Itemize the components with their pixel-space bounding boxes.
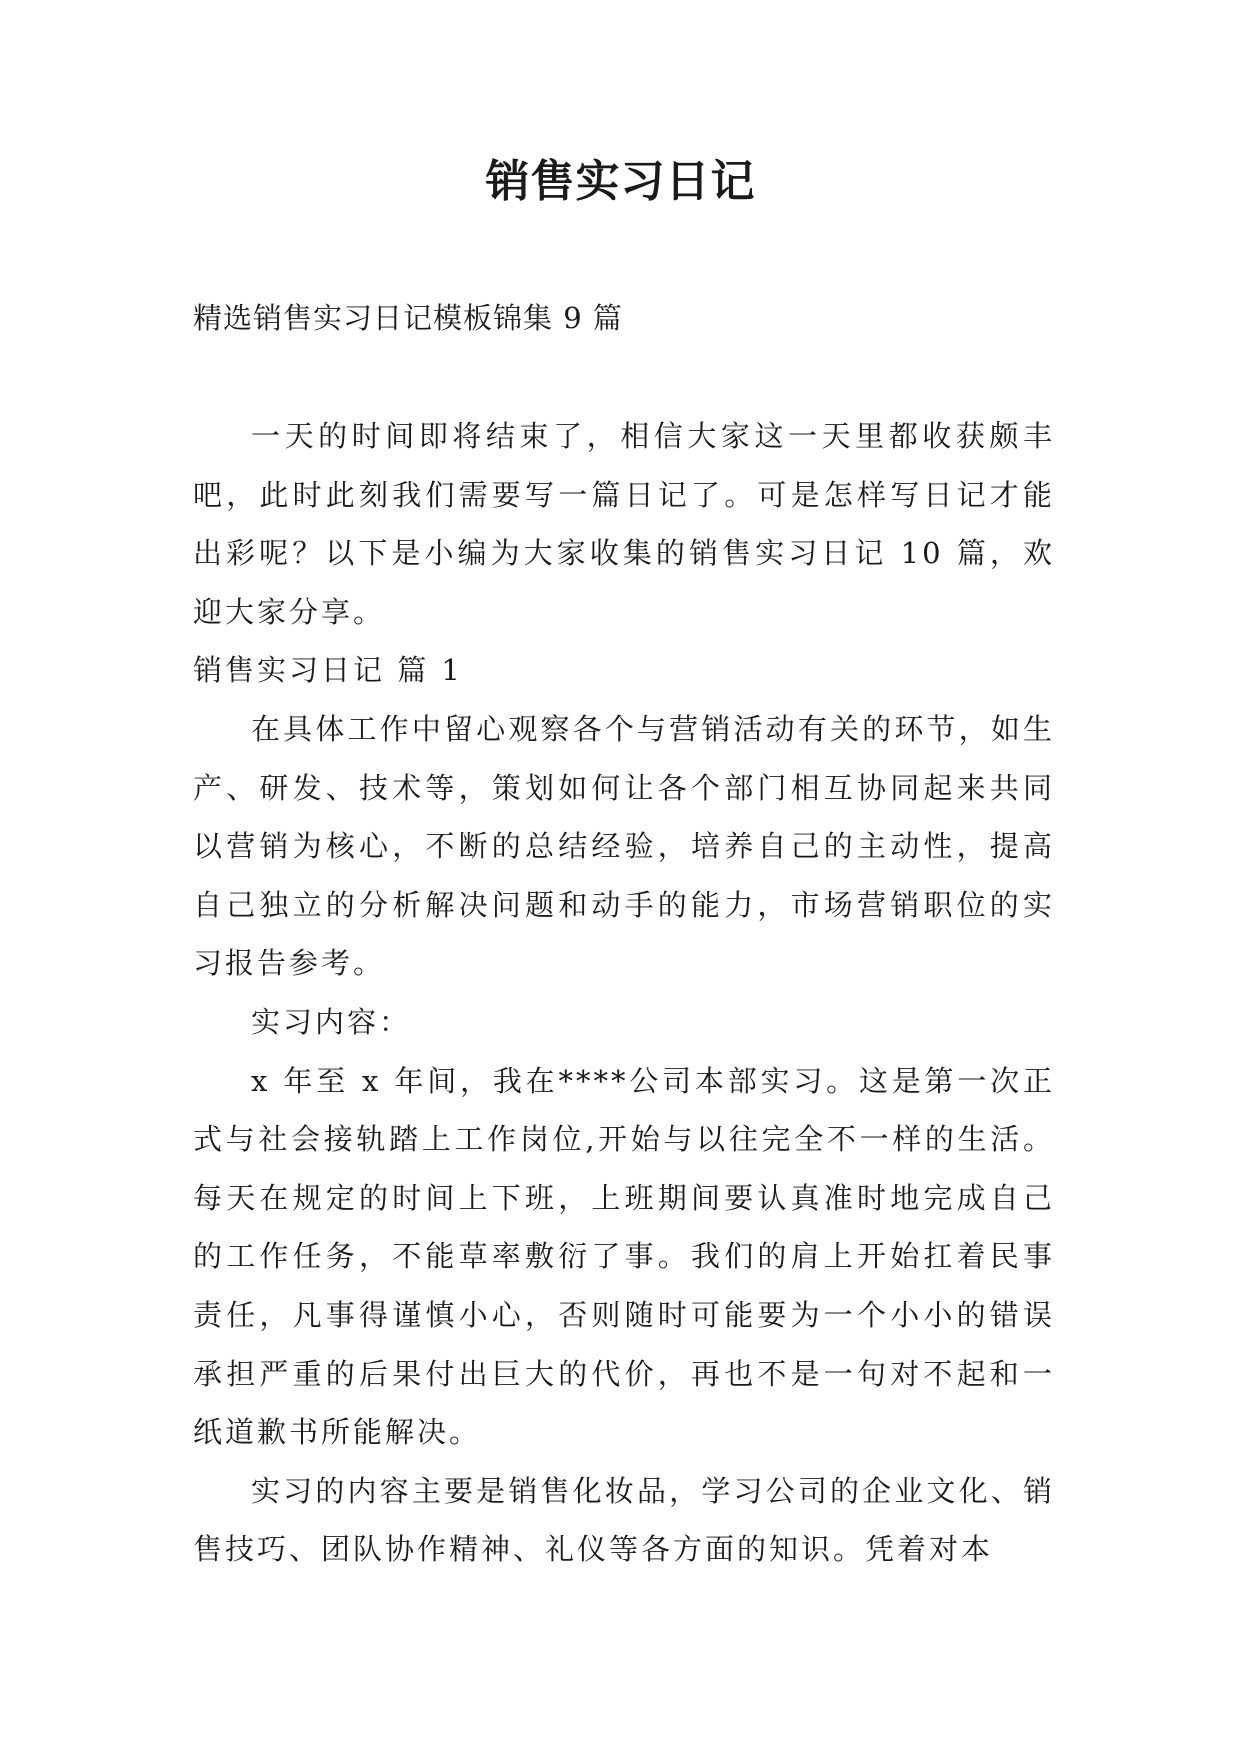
body-paragraph: 实习的内容主要是销售化妆品，学习公司的企业文化、销售技巧、团队协作精神、礼仪等各方面的知识。凭着对本: [193, 1473, 1055, 1567]
document-subtitle: 精选销售实习日记模板锦集 9 篇: [193, 301, 623, 335]
body-paragraph: 在具体工作中留心观察各个与营销活动有关的环节，如生产、研发、技术等，策划如何让各个部门相互协同起来共同以营销为核心，不断的总结经验，培养自己的主动性，提高自己独立的分析解决问题和动手的能力，市场营销职位的实习报告参考。: [193, 711, 1055, 981]
document-body: [193, 407, 1055, 1579]
section-heading: 销售实习日记 篇 1: [193, 653, 463, 688]
body-paragraph: x 年至 x 年间，我在****公司本部实习。这是第一次正式与社会接轨踏上工作岗位,开始与以往完全不一样的生活。每天在规定的时间上下班，上班期间要认真准时地完成自己的工作任务，不能草率敷衍了事。我们的肩上开始扛着民事责任，凡事得谨慎小心，否则随时可能要为一个小小的错误承担严重的后果付出巨大的代价，再也不是一句对不起和一纸道歉书所能解决。: [193, 1063, 1055, 1450]
intro-paragraph: 一天的时间即将结束了，相信大家这一天里都收获颇丰吧，此时此刻我们需要写一篇日记了。可是怎样写日记才能出彩呢？以下是小编为大家收集的销售实习日记 10 篇，欢迎大家分享。: [193, 419, 1055, 629]
internship-content-label: 实习内容：: [251, 1004, 412, 1039]
document-title: 销售实习日记: [485, 156, 756, 207]
